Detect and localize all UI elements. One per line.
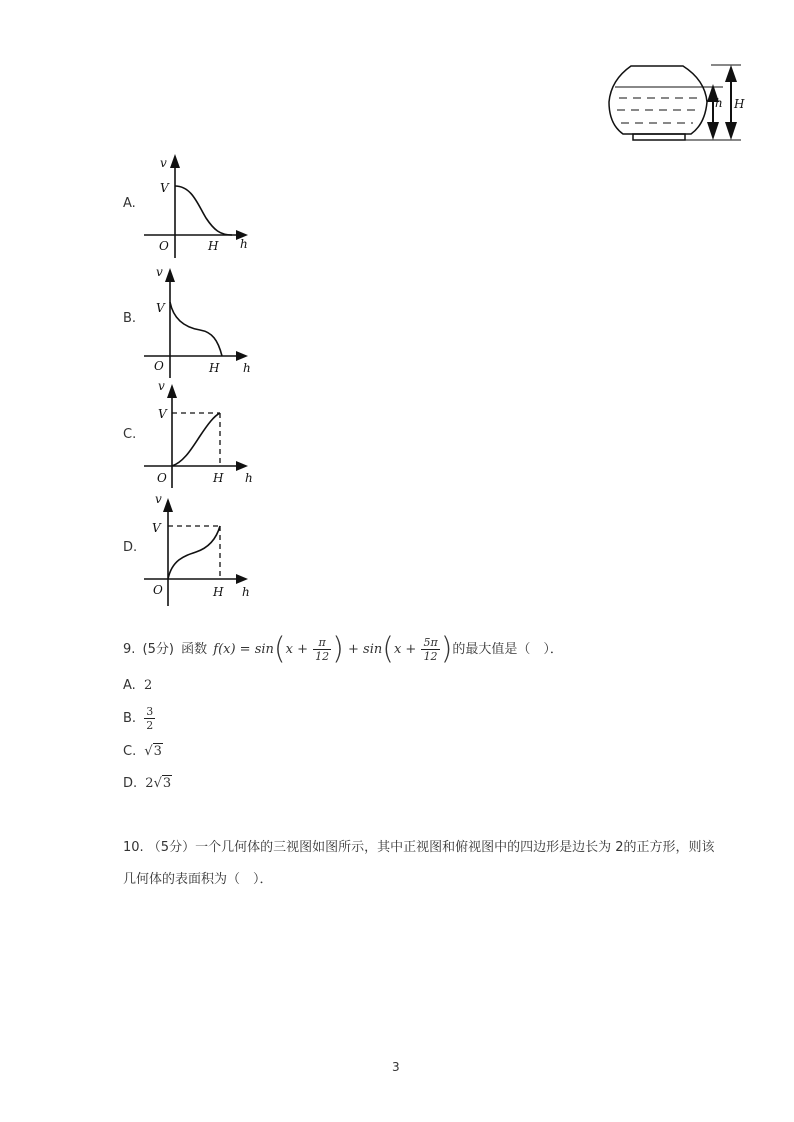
svg-text:V: V [160, 181, 169, 195]
question-10-line2: 几何体的表面积为（ ）． [123, 872, 273, 887]
question-9 [123, 632, 563, 668]
svg-text:V: V [152, 521, 161, 535]
svg-text:v: v [155, 492, 162, 506]
svg-text:h: h [243, 361, 251, 375]
q9-x-plus-2: x + [393, 642, 417, 657]
svg-text:h: h [242, 585, 250, 599]
q9-option-d[interactable]: D. 2√3 [123, 776, 172, 791]
svg-text:H: H [209, 361, 220, 375]
vessel-base [633, 134, 685, 140]
q9-option-c[interactable]: C. √3 [123, 744, 162, 759]
vessel-outline [609, 66, 707, 134]
svg-text:v: v [158, 379, 165, 393]
q9-tail: 的最大值是（ ）． [452, 642, 563, 657]
graph-c [140, 378, 260, 490]
question-10-line1: 10. （5分）一个几何体的三视图如图所示，其中正视图和俯视图中的四边形是边长为 2的正方形，则该 [123, 840, 715, 855]
q9-score: (5分) [142, 642, 174, 657]
option-c-label: C. [123, 427, 137, 442]
svg-text:O: O [159, 239, 169, 253]
option-b-label: B. [123, 311, 137, 326]
svg-text:O: O [157, 471, 167, 485]
curve-b [170, 302, 222, 356]
svg-text:O: O [154, 359, 164, 373]
option-d-label: D. [123, 540, 138, 555]
paren-open-1: ( [273, 631, 286, 667]
svg-text:h: h [240, 237, 248, 251]
svg-text:H: H [213, 471, 224, 485]
q9-lead: 函数 [181, 642, 208, 657]
vessel-figure [605, 60, 755, 146]
svg-text:v: v [156, 265, 163, 279]
paren-close-1: ) [332, 631, 344, 667]
paren-close-2: ) [440, 631, 453, 667]
svg-text:O: O [153, 583, 163, 597]
graph-b [140, 262, 260, 378]
curve-c [172, 413, 220, 466]
svg-text:v: v [160, 156, 167, 170]
curve-a [175, 186, 232, 235]
svg-text:V: V [156, 301, 165, 315]
curve-d [168, 526, 220, 579]
paren-open-2: ( [382, 631, 394, 667]
q9-option-b[interactable]: B. $\frac{3}{2}$ [123, 705, 154, 732]
graph-d [140, 490, 260, 608]
q9-plus-sin: + sin [348, 642, 383, 657]
page-number: 3 [392, 1060, 400, 1074]
frac-5pi-12: $\frac{5\pi}{12}$ [423, 636, 438, 663]
svg-text:h: h [245, 471, 253, 485]
q9-option-a[interactable]: A. 2 [123, 678, 153, 693]
q9-x-plus-1: x + [285, 642, 308, 657]
svg-text:H: H [208, 239, 219, 253]
h-label: h [715, 96, 723, 110]
q9-number: 9. [123, 642, 136, 657]
graph-a [140, 150, 260, 262]
svg-text:H: H [213, 585, 224, 599]
svg-text:V: V [158, 407, 167, 421]
option-a-label: A. [123, 196, 136, 211]
q9-func: f(x) = sin [213, 642, 274, 657]
H-label: H [734, 97, 745, 111]
frac-pi-12: $\frac{\pi}{12}$ [315, 636, 330, 663]
